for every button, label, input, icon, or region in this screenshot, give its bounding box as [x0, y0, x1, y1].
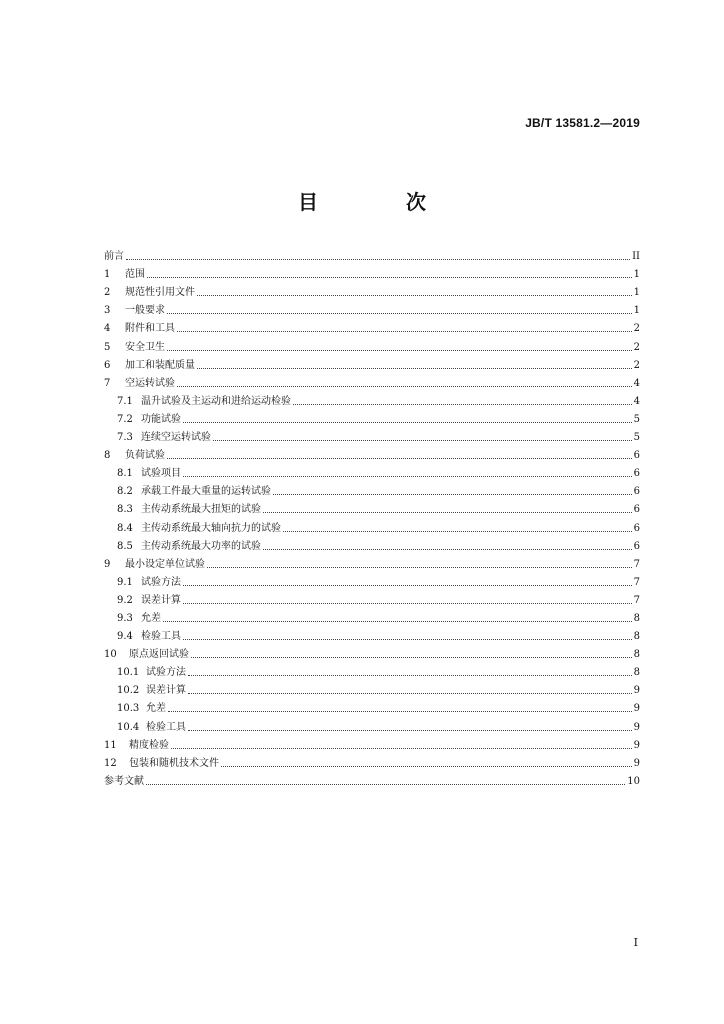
- dot-leader: [167, 350, 632, 351]
- toc-entry-page: 9: [633, 703, 640, 715]
- dot-leader: [188, 693, 632, 694]
- toc-entry-page: 8: [633, 612, 640, 624]
- toc-entry-title: 试验项目: [141, 468, 181, 480]
- toc-entry-page: 6: [633, 504, 640, 516]
- toc-entry-page: 2: [633, 341, 640, 353]
- toc-entry-number: 10.2: [117, 685, 140, 697]
- toc-entry-page: 1: [633, 287, 640, 299]
- dot-leader: [197, 368, 632, 369]
- toc-entry[interactable]: [104, 752, 640, 770]
- toc-entry-number: 3: [104, 305, 111, 317]
- standard-code: JB/T 13581.2—2019: [525, 116, 640, 130]
- toc-entry[interactable]: [104, 589, 640, 607]
- toc-entry-number: 4: [104, 323, 111, 335]
- dot-leader: [147, 277, 632, 278]
- toc-entry[interactable]: [104, 625, 640, 643]
- toc-entry-title: 空运转试验: [125, 377, 175, 389]
- page-number: I: [633, 936, 638, 949]
- toc-entry[interactable]: [104, 535, 640, 553]
- toc-entry[interactable]: [104, 408, 640, 426]
- toc-entry-number: 10.1: [117, 667, 140, 679]
- toc-entry-title: 参考文献: [104, 775, 144, 787]
- toc-entry-number: 8: [104, 450, 111, 462]
- toc-entry-number: 9.2: [117, 594, 133, 606]
- toc-entry[interactable]: [104, 715, 640, 733]
- toc-entry-number: 8.1: [117, 468, 133, 480]
- toc-entry-number: 2: [104, 287, 111, 299]
- toc-entry-number: 9.1: [117, 576, 133, 588]
- toc-entry-title: 功能试验: [141, 413, 181, 425]
- toc-entry-title: 连续空运转试验: [141, 432, 211, 444]
- dot-leader: [183, 639, 632, 640]
- toc-entry[interactable]: [104, 390, 640, 408]
- toc-entry-page: 7: [633, 594, 640, 606]
- toc-entry-page: 7: [633, 558, 640, 570]
- toc-entry-number: 6: [104, 359, 111, 371]
- toc-entry[interactable]: [104, 263, 640, 281]
- toc-entry-title: 试验方法: [141, 576, 181, 588]
- toc-entry-title: 前言: [104, 251, 124, 263]
- toc-entry-title: 允差: [146, 703, 166, 715]
- toc-entry-page: 9: [633, 757, 640, 769]
- dot-leader: [177, 386, 632, 387]
- toc-entry-page: 8: [633, 631, 640, 643]
- toc-entry-number: 7.3: [117, 432, 133, 444]
- dot-leader: [126, 259, 630, 260]
- toc-entry[interactable]: [104, 462, 640, 480]
- toc-entry-page: 4: [633, 377, 640, 389]
- dot-leader: [263, 512, 632, 513]
- dot-leader: [197, 295, 632, 296]
- toc-entry[interactable]: [104, 480, 640, 498]
- toc-entry-title: 误差计算: [146, 685, 186, 697]
- toc-entry-title: 最小设定单位试验: [125, 558, 205, 570]
- toc-entry-number: 7.2: [117, 413, 133, 425]
- page-title: 目 次: [298, 190, 460, 214]
- toc-entry-title: 温升试验及主运动和进给运动检验: [141, 395, 291, 407]
- toc-entry[interactable]: [104, 553, 640, 571]
- toc-entry-page: 9: [633, 685, 640, 697]
- toc-entry[interactable]: [104, 607, 640, 625]
- toc-entry-page: 1: [633, 269, 640, 281]
- toc-entry-page: 9: [633, 721, 640, 733]
- toc-entry-number: 9.4: [117, 631, 133, 643]
- toc-entry-page: 2: [633, 323, 640, 335]
- toc-entry[interactable]: [104, 245, 640, 263]
- toc-entry-title: 主传动系统最大扭矩的试验: [141, 504, 261, 516]
- toc-entry-number: 8.2: [117, 486, 133, 498]
- toc-entry-number: 5: [104, 341, 111, 353]
- toc-entry[interactable]: [104, 643, 640, 661]
- toc-entry-title: 附件和工具: [125, 323, 175, 335]
- toc-entry-title: 负荷试验: [125, 450, 165, 462]
- toc-entry-number: 12: [104, 757, 117, 769]
- toc-entry[interactable]: [104, 516, 640, 534]
- toc-entry-number: 1: [104, 269, 111, 281]
- toc-entry-page: 6: [633, 468, 640, 480]
- dot-leader: [167, 313, 632, 314]
- toc-entry-page: II: [632, 251, 640, 263]
- toc-entry-page: 6: [633, 540, 640, 552]
- toc-entry-number: 7: [104, 377, 111, 389]
- dot-leader: [283, 531, 632, 532]
- dot-leader: [213, 440, 632, 441]
- toc-entry[interactable]: [104, 498, 640, 516]
- toc-entry-number: 9.3: [117, 612, 133, 624]
- toc-entry-title: 试验方法: [146, 667, 186, 679]
- toc-entry-page: 5: [633, 432, 640, 444]
- toc-entry-page: 6: [633, 450, 640, 462]
- table-of-contents: [104, 245, 640, 788]
- toc-entry-title: 主传动系统最大功率的试验: [141, 540, 261, 552]
- toc-entry-page: 10: [627, 775, 640, 787]
- dot-leader: [273, 494, 632, 495]
- dot-leader: [183, 603, 632, 604]
- dot-leader: [163, 621, 632, 622]
- toc-entry[interactable]: [104, 661, 640, 679]
- toc-entry[interactable]: [104, 281, 640, 299]
- toc-entry-number: 10.3: [117, 703, 140, 715]
- toc-entry-number: 8.3: [117, 504, 133, 516]
- dot-leader: [183, 422, 632, 423]
- toc-entry[interactable]: [104, 679, 640, 697]
- toc-entry-page: 2: [633, 359, 640, 371]
- dot-leader: [146, 784, 625, 785]
- toc-entry-page: 5: [633, 413, 640, 425]
- toc-entry[interactable]: [104, 770, 640, 788]
- toc-entry-number: 10: [104, 649, 117, 661]
- toc-entry-title: 范围: [125, 269, 145, 281]
- toc-entry-title: 检验工具: [146, 721, 186, 733]
- toc-entry-title: 原点返回试验: [129, 649, 189, 661]
- toc-entry-title: 承载工件最大重量的运转试验: [141, 486, 271, 498]
- toc-entry[interactable]: [104, 335, 640, 353]
- toc-entry-title: 主传动系统最大轴向抗力的试验: [141, 522, 281, 534]
- toc-entry-page: 6: [633, 522, 640, 534]
- toc-entry-number: 9: [104, 558, 111, 570]
- toc-entry-number: 11: [104, 739, 117, 751]
- toc-entry-title: 误差计算: [141, 594, 181, 606]
- dot-leader: [177, 331, 632, 332]
- dot-leader: [183, 585, 632, 586]
- toc-entry-page: 8: [633, 649, 640, 661]
- dot-leader: [183, 476, 632, 477]
- toc-entry-title: 精度检验: [129, 739, 169, 751]
- toc-entry-title: 允差: [141, 612, 161, 624]
- toc-entry[interactable]: [104, 372, 640, 390]
- toc-entry[interactable]: [104, 734, 640, 752]
- toc-entry-title: 规范性引用文件: [125, 287, 195, 299]
- toc-entry-page: 6: [633, 486, 640, 498]
- toc-entry-number: 8.5: [117, 540, 133, 552]
- toc-entry[interactable]: [104, 317, 640, 335]
- dot-leader: [188, 730, 632, 731]
- dot-leader: [207, 567, 632, 568]
- toc-entry-title: 加工和装配质量: [125, 359, 195, 371]
- toc-entry-number: 7.1: [117, 395, 133, 407]
- toc-entry[interactable]: [104, 299, 640, 317]
- dot-leader: [171, 748, 632, 749]
- toc-entry-number: 10.4: [117, 721, 140, 733]
- dot-leader: [191, 657, 632, 658]
- dot-leader: [168, 711, 632, 712]
- toc-entry[interactable]: [104, 354, 640, 372]
- toc-entry-title: 检验工具: [141, 631, 181, 643]
- toc-entry[interactable]: [104, 697, 640, 715]
- dot-leader: [167, 458, 632, 459]
- dot-leader: [293, 404, 632, 405]
- toc-entry-title: 包装和随机技术文件: [129, 757, 219, 769]
- toc-entry-page: 8: [633, 667, 640, 679]
- dot-leader: [263, 549, 632, 550]
- toc-entry-title: 一般要求: [125, 305, 165, 317]
- toc-entry-page: 9: [633, 739, 640, 751]
- toc-entry-page: 7: [633, 576, 640, 588]
- toc-entry[interactable]: [104, 444, 640, 462]
- toc-entry-title: 安全卫生: [125, 341, 165, 353]
- toc-entry-page: 4: [633, 395, 640, 407]
- toc-entry-number: 8.4: [117, 522, 133, 534]
- dot-leader: [188, 675, 632, 676]
- toc-entry[interactable]: [104, 571, 640, 589]
- toc-entry[interactable]: [104, 426, 640, 444]
- toc-entry-page: 1: [633, 305, 640, 317]
- dot-leader: [221, 766, 632, 767]
